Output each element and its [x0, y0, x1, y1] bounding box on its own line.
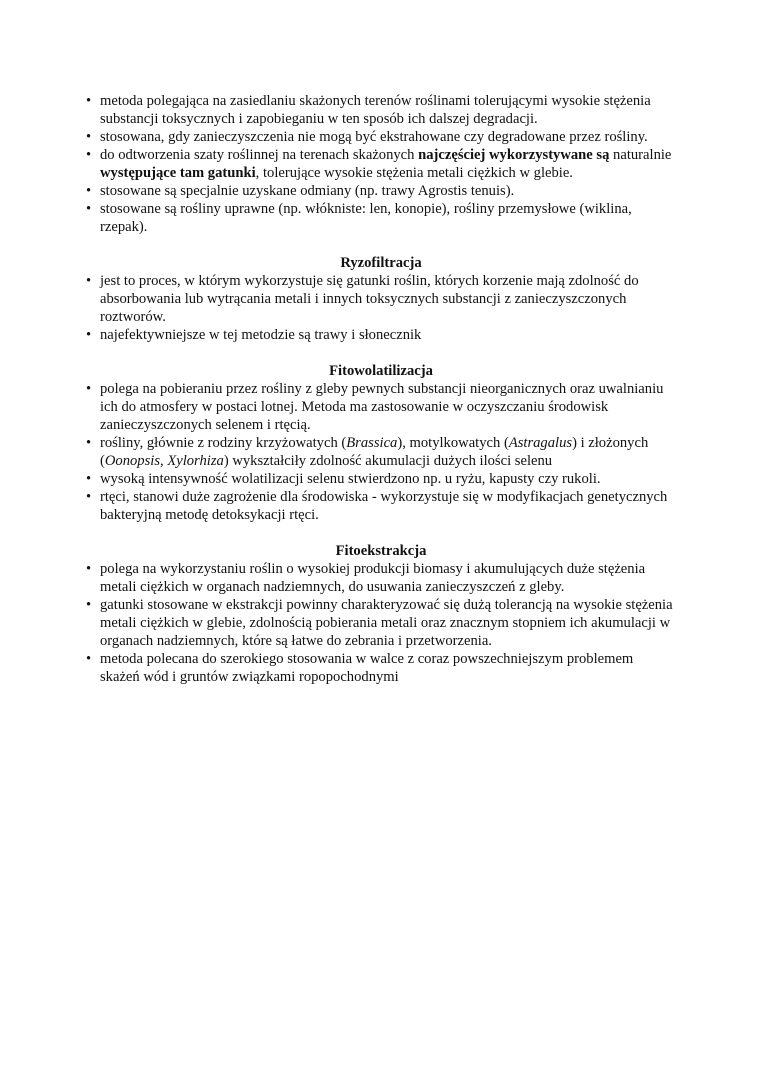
list-item: • rtęci, stanowi duże zagrożenie dla środowiska - wykorzystuje się w modyfikacjach genetycznych bakteryjną metodę detoksykacji rtęci.	[86, 489, 668, 523]
list-item: • metoda polecana do szerokiego stosowania w walce z coraz powszechniejszym problemem skażeń wód i gruntów związkami ropopochodnymi	[86, 651, 634, 685]
bullet-icon: •	[86, 651, 92, 667]
bullet-icon: •	[86, 489, 92, 505]
bullet-icon: •	[86, 273, 92, 289]
emphasis-text: występujące tam gatunki	[100, 165, 256, 181]
latin-name: Astragalus	[508, 435, 573, 451]
document-content	[86, 92, 676, 686]
latin-name: Oonopsis	[104, 453, 161, 469]
latin-name: Brassica	[346, 435, 398, 451]
bullet-icon: •	[86, 597, 92, 613]
list-item: • gatunki stosowane w ekstrakcji powinny charakteryzować się dużą tolerancją na wysokie stężenia metali ciężkich w glebie, zdolnością pobierania metali oraz znacznym stopniem ich akumulacji w organach nadziemnych, które są łatwe do zebrania i przetworzenia.	[86, 597, 673, 649]
bullet-icon: •	[86, 93, 92, 109]
bullet-icon: •	[86, 561, 92, 577]
bullet-icon: •	[86, 327, 92, 343]
list-item: • jest to proces, w którym wykorzystuje się gatunki roślin, których korzenie mają zdolność do absorbowania lub wytrącania metali i innych toksycznych substancji z zanieczyszczonych roztworów.	[86, 273, 639, 325]
fitowolatilizacja-list	[86, 380, 676, 524]
section-heading-fitoekstrakcja: Fitoekstrakcja	[335, 543, 427, 559]
list-item: • wysoką intensywność wolatilizacji selenu stwierdzono np. u ryżu, kapusty czy rukoli.	[86, 471, 601, 487]
list-item: • najefektywniejsze w tej metodzie są trawy i słonecznik	[86, 327, 422, 343]
list-item: • stosowana, gdy zanieczyszczenia nie mogą być ekstrahowane czy degradowane przez rośliny.	[86, 129, 648, 145]
list-item: • stosowane są specjalnie uzyskane odmiany (np. trawy Agrostis tenuis).	[86, 183, 515, 199]
list-item: • metoda polegająca na zasiedlaniu skażonych terenów roślinami tolerującymi wysokie stężenia substancji toksycznych i zapobieganiu w ten sposób ich dalszej degradacji.	[86, 93, 651, 127]
bullet-icon: •	[86, 435, 92, 451]
list-item: • polega na wykorzystaniu roślin o wysokiej produkcji biomasy i akumulujących duże stężenia metali ciężkich w organach nadziemnych, do usuwania zanieczyszczeń z gleby.	[86, 561, 646, 595]
latin-name: Xylorhiza	[167, 453, 224, 469]
bullet-icon: •	[86, 147, 92, 163]
bullet-icon: •	[86, 471, 92, 487]
list-item: • do odtworzenia szaty roślinnej na terenach skażonych najczęściej wykorzystywane są naturalnie występujące tam gatunki, tolerujące wysokie stężenia metali ciężkich w glebie.	[86, 147, 672, 181]
bullet-icon: •	[86, 381, 92, 397]
bullet-icon: •	[86, 129, 92, 145]
bullet-icon: •	[86, 183, 92, 199]
section-heading-fitowolatilizacja: Fitowolatilizacja	[329, 363, 433, 379]
intro-list	[86, 92, 676, 236]
bullet-icon: •	[86, 201, 92, 217]
section-heading-ryzofiltracja: Ryzofiltracja	[340, 255, 422, 271]
fitoekstrakcja-list	[86, 560, 676, 686]
list-item: • stosowane są rośliny uprawne (np. włókniste: len, konopie), rośliny przemysłowe (wiklina, rzepak).	[86, 201, 632, 235]
list-item: • rośliny, głównie z rodziny krzyżowatych (Brassica), motylkowatych (Astragalus) i złożonych (Oonopsis, Xylorhiza) wykształciły zdolność akumulacji dużych ilości selenu	[86, 435, 649, 469]
emphasis-text: najczęściej wykorzystywane są	[418, 147, 610, 163]
list-item: • polega na pobieraniu przez rośliny z gleby pewnych substancji nieorganicznych oraz uwalnianiu ich do atmosfery w postaci lotnej. Metoda ma zastosowanie w oczyszczaniu środowisk zanieczyszczonych selenem i rtęcią.	[86, 381, 664, 433]
ryzofiltracja-list	[86, 272, 676, 344]
